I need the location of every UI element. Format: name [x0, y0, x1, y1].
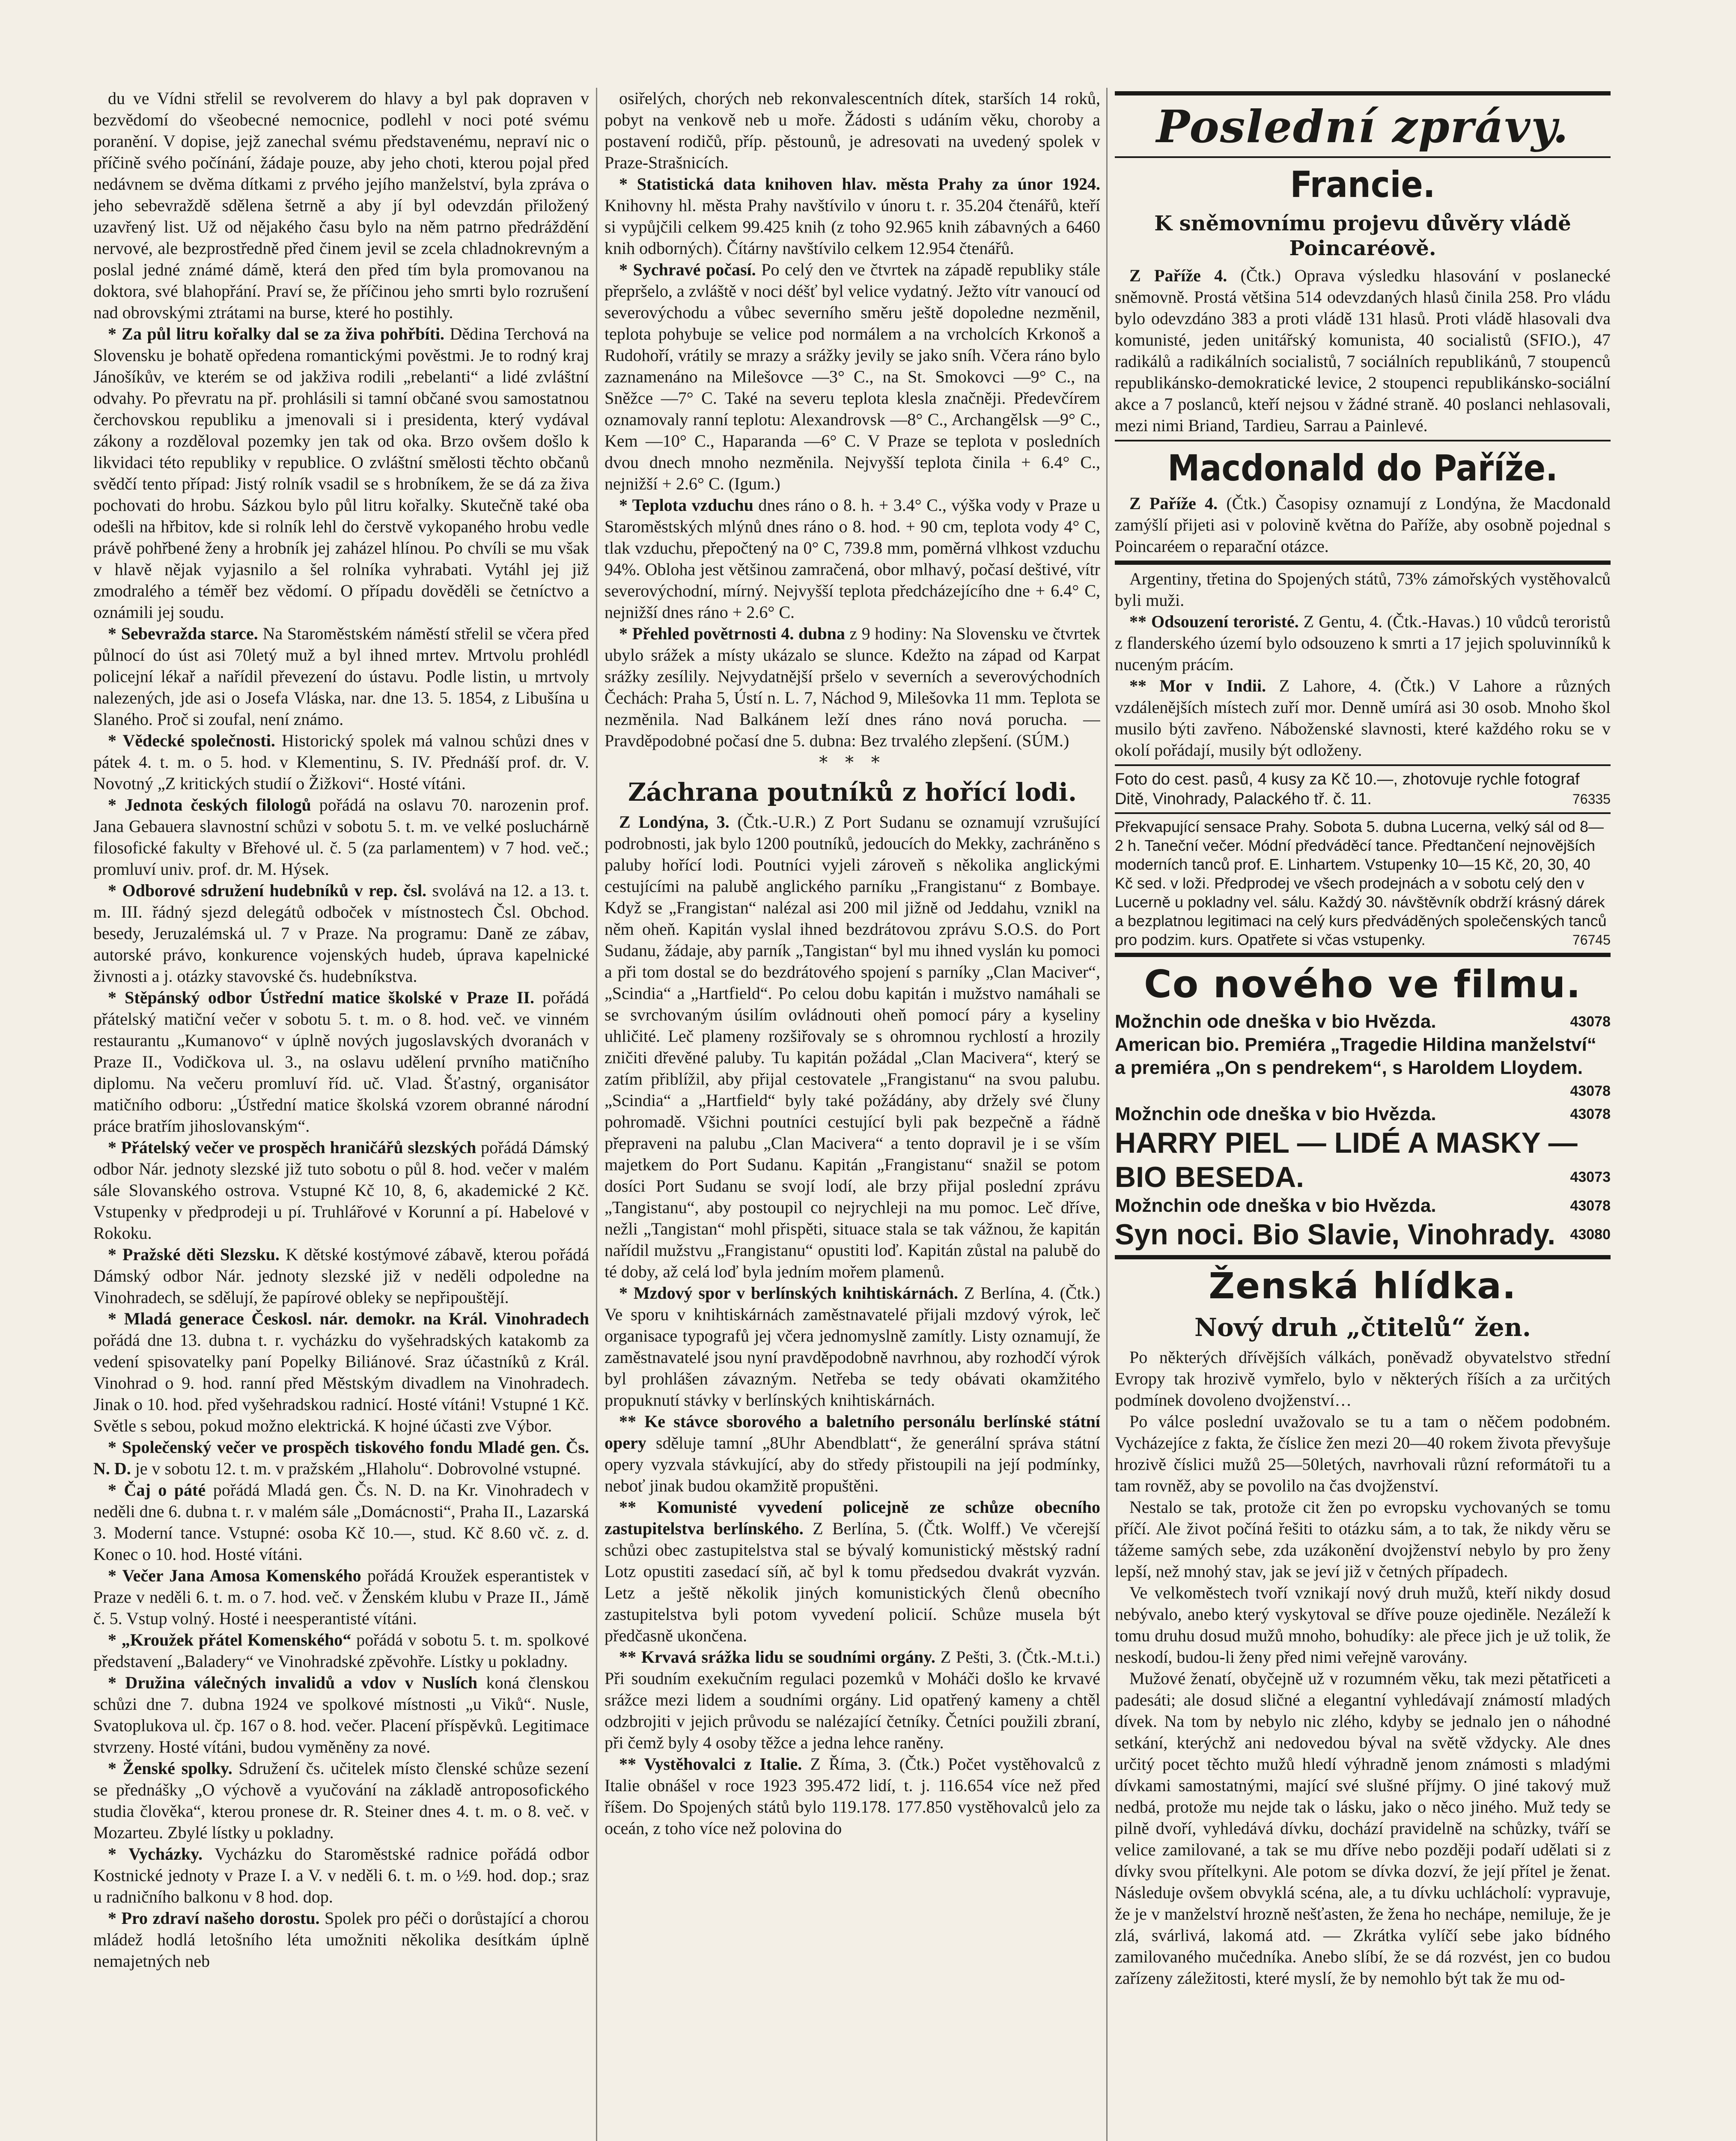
article-lead: ** Mor v Indii.	[1129, 676, 1266, 695]
column-3	[1115, 88, 1611, 2141]
article-lead: * Ženské spolky.	[108, 1759, 232, 1778]
article-text: z 9 hodiny: Na Slovensku ve čtvrtek ubylo srážek a místy ukázalo se slunce. Kdežto na západ od Karpat srážky zesílily. Nejvydatnější pršelo v severních a severovýchodních Čechách: Praha 5, Ústí n. L. 7, Náchod 9, Milešovka 11 mm. Teplota se nezměnila. Nad Balkánem leží dnes ráno nová porucha. — Pravděpodobné počasí dne 5. dubna: Bez trvalého zlepšení. (SÚM.)	[604, 624, 1100, 750]
article-text: Na Staroměstském náměstí střelil se včera před půlnocí do úst asi 70letý muž a byl ihned mrtev. Mrtvolu prohlédl policejní lékař a nařídil převezení do ústavu. Podle listin, u mrtvoly nalezených, jde asi o Josefa Vláska, nar. dne 13. 5. 1854, z Libušína u Slaného. Proč si zoufal, není známo.	[93, 624, 589, 729]
film-listing-item	[1115, 1010, 1611, 1033]
article-paragraph: Mužové ženatí, obyčejně už v rozumném věku, tak mezi pětatřiceti a padesáti; ale dosud sličné a elegantní vyhledávají známostí mladých dívek. Na tom by nebylo nic zlého, kdyby se jednalo jen o náhodné setkání, kterýchž ani nedovedou býval na světě vždycky. Ale dnes určitý pocet těchto mužů hledí výhradně jenom známosti s mladými dívkami samostatnými, mající své slušné příjmy. O jiné takový muž nedbá, protože mu nejde tak o lásku, jako o něco jiného. Muž tedy se pilně dvoří, vyhledává dívku, dochází pravidelně na schůzky, tváří se velice zamilované, a tak se mu dříve nebo později podaří udělati si z dívky svou přítelkyni. Ale potom se dívka dozví, že její přítel je ženat. Následuje ovšem obvyklá scéna, ale, a tu dívku uchlácholí: vypravuje, že je v manželství hrozně nešťasten, že žena ho nechápe, nemiluje, že je zlá, svárlivá, lakomá atd. — Zkrátka vylíčí sebe jako bídného zamilovaného mučedníka. Anebo slíbí, že se dá rozvést, jen co budou zařízeny záležitosti, které myslí, že by nemohlo být tak že mu od-	[1115, 1669, 1611, 1988]
rule	[1115, 91, 1611, 95]
article-paragraph	[93, 623, 589, 730]
article-paragraph	[1115, 568, 1611, 611]
article-text: osiřelých, chorých neb rekonvalescentních dítek, starších 14 roků, pobyt na venkově neb u moře. Žádosti s udáním věku, choroby a postavení rodičů, příp. pěstounů, je adresovati na uvedený spolek v Praze-Strašnicích.	[604, 89, 1100, 172]
article-paragraph	[1115, 493, 1611, 557]
article-lead: * Jednota českých filologů	[108, 795, 311, 814]
article-text: Z Lahore, 4. (Čtk.) V Lahore a různých vzdálenějších místech zuří mor. Denně umírá asi 30 osob. Mnoho škol musilo býti zavřeno. Náboženské slavnosti, které každého roku se v okolí pořádají, musily být odloženy.	[1115, 676, 1611, 760]
article-paragraph	[604, 1753, 1100, 1839]
article-paragraph	[604, 88, 1100, 173]
article-text: Z Pešti, 3. (Čtk.-M.t.i.) Při soudním exekučním regulaci pozemků v Moháči došlo ke krvavé srážce mezi lidem a soudními orgány. Lid opatřený kameny a chtěl odzbrojiti v jejich průvodu se nalézající četníky. Četníci použili zbraní, při čemž byly 4 osoby těžce a jedna lehce raněny.	[604, 1647, 1100, 1752]
article-paragraph	[93, 880, 589, 987]
article-text: Z Berlína, 5. (Čtk. Wolff.) Ve včerejší schůzi obec zastupitelstva stal se bývalý komunistický městský radní Lotz opustiti zasedací síň, ač byl k tomu předsedou dvakrát vyzván. Letz a ještě několik jiných komunistických členů obecního zastupitelstva byli potom vyvedení policií. Schůze musela být předčasně ukončena.	[604, 1519, 1100, 1645]
film-listings	[1115, 1010, 1611, 1252]
article-text: dnes ráno o 8. h. + 3.4° C., výška vody v Praze u Staroměstských mlýnů dnes ráno o 8. hod. + 90 cm, teplota vody 4° C, tlak vzduchu, přepočtený na 0° C, 739.8 mm, poměrná vlhkost vzduchu 94%. Obloha jest většinou zamračená, obor mlhavý, počasí deštivé, vítr severovýchodní, mírný. Nejvyšší teplota předcházejícího dne + 6.4° C, nejnižší dnes ráno + 2.6° C.	[604, 495, 1100, 622]
article-paragraph	[93, 1672, 589, 1758]
film-listing-item	[1115, 1033, 1611, 1103]
article-paragraph	[604, 259, 1100, 495]
article-lead: * Přehled povětrnosti 4. dubna	[619, 624, 845, 643]
article-lead: ** Komunisté vyvedení policejně ze schůze obecního zastupitelstva berlínského.	[604, 1497, 1100, 1538]
article-text: Vycházku do Staroměstské radnice pořádá odbor Kostnické jednoty v Praze I. a V. v neděli 6. t. m. o ½9. hod. dop.; sraz u radničního balkonu v 8 hod. dop.	[93, 1844, 589, 1906]
film-listing-item	[1115, 1194, 1611, 1217]
film-listing-code: 43073	[1570, 1169, 1611, 1185]
article-paragraph	[93, 794, 589, 880]
article-text: pořádá Mladá gen. Čs. N. D. na Kr. Vinohradech v neděli dne 6. dubna t. r. v malém sále „Domácnosti“, Praha II., Lazarská 3. Moderní tance. Vstupné: osoba Kč 10.—, stud. Kč 8.60 vč. z. d. Konec o 10. hod. Hosté vítáni.	[93, 1480, 589, 1564]
film-listing-code: 43078	[1570, 1014, 1611, 1030]
article-text: pořádá na oslavu 70. narozenin prof. Jana Gebauera slavnostní schůzi v sobotu 5. t. m. ve velké posluchárně filosofické fakulty v Břehové ul. č. 5 (za parlamentem) v 7 hod. več.; promluví univ. prof. dr. M. Hýsek.	[93, 795, 589, 879]
article-text: koná členskou schůzi dne 7. dubna 1924 ve spolkové místnosti „u Viků“. Nusle, Svatoplukova ul. čp. 167 o 8. hod. večer. Placení příspěvků. Legitimace stvrzeny. Hosté vítáni, budou vyměněny za nové.	[93, 1673, 589, 1756]
rule	[1115, 561, 1611, 565]
article-paragraph	[93, 987, 589, 1137]
article-text: Dědina Terchová na Slovensku je bohatě opředena romantickými pověstmi. Je to rodný kraj Jánošíkův, ve kterém se od jakživa rodili „rebelanti“ a lidé zvláštní odvahy. Po převratu na př. prohlásili si tamní občané svou samostatnou čerchovskou republiku a jmenovali si i presidenta, který vydával zákony a rozděloval pozemky jen tak od oka. Brzo ovšem došlo k likvidaci této republiky v republice. O zvláštní smělosti těchto občanů svědčí tento případ: Jistý rolník vsadil se s hrobníkem, že se dá za živa pochovati do hrobu. Sázkou bylo půl litru kořalky. Skutečně také oba odešli na hřbitov, kde si rolník lehl do čerstvě vykopaného hrobu vedle právě pohřbené ženy a hrobník jej zaházel hlínou. Po chvíli se mu však v hlavě nějak vyjasnilo a šel rolníka vyhrabati. Vytáhl jej již zmodralého a téměř bez vědomí. O případu dověděli se četníctvo a oznámili jej soudu.	[93, 324, 589, 622]
film-listing-text: HARRY PIEL — LIDÉ A MASKY — BIO BESEDA.	[1115, 1127, 1578, 1193]
article-paragraph	[604, 495, 1100, 623]
article-paragraph: Po válce poslední uvažovalo se tu a tam o něčem podobném. Vycházejíce z fakta, že číslice žen mezi 20—40 rokem života převyšuje hrozivě číslici mužů 25—50letých, navrhovali různí reformátoři tu a tam rovněž, aby se povolilo na čas dvojženství.	[1115, 1412, 1611, 1495]
masthead-posledni-zpravy: Poslední zprávy.	[1156, 100, 1569, 153]
film-listing-text: Možnchin ode dneška v bio Hvězda.	[1115, 1103, 1436, 1124]
article-lead: * Vycházky.	[108, 1844, 203, 1864]
article-text: (Čtk.) Oprava výsledku hlasování v poslanecké sněmovně. Prostá většina 514 odevzdaných hlasů činila 258. Pro vládu bylo odevzdáno 383 a proti vládě 131 hlasů. Proti vládě hlasovali dva komunisté, jeden unitářský komunista, 40 socialistů (SFIO.), 47 radikálů a radikálních socialistů, 7 sociálních republikánů, 7 stoupenců republikánsko-demokratické levice, 2 stoupenci republikánsko-sociální akce a 7 poslanců, kteří nejsou v žádné straně. 40 poslanci nehlasovali, mezi nimi Briand, Tardieu, Sarrau a Painlevé.	[1115, 266, 1611, 435]
article-paragraph	[93, 1479, 589, 1565]
article-paragraph	[93, 1244, 589, 1308]
article-paragraph	[604, 1411, 1100, 1497]
ad-text: Překvapující sensace Prahy. Sobota 5. dubna Lucerna, velký sál od 8—2 h. Taneční večer. Módní předváděcí tance. Předtančení nejnovějších moderních tanců prof. E. Linhartem. Vstupenky 10—15 Kč, 20, 30, 40 Kč sed. v loži. Předprodej ve všech prodejnách a v sobotu celý den v Lucerně u pokladny vel. sálu. Každý 30. návštěvník obdrží krásný dárek a bezplatnou legitimaci na celý kurs předváděných společenských tanců pro podzim. kurs. Opatřete si včas vstupenky.	[1115, 818, 1607, 948]
women-section-headline: Ženská hlídka.	[1209, 1265, 1517, 1307]
article-text: Z Říma, 3. (Čtk.) Počet vystěhovalců z Italie obnášel v roce 1923 395.472 lidí, t. j. 116.654 více než před říšem. Do Spojených států bylo 119.178. 177.850 vystěhovalců jelo za oceán, z toho více než polovina do	[604, 1754, 1100, 1838]
film-listing-code: 43078	[1570, 1198, 1611, 1214]
article-headline: Záchrana poutníků z hořící lodi.	[628, 778, 1077, 807]
article-paragraph	[1115, 675, 1611, 761]
rule	[1115, 953, 1611, 957]
rule	[1115, 156, 1611, 158]
article-paragraph	[93, 1137, 589, 1244]
article-lead: * Stěpánský odbor Ústřední matice školské v Praze II.	[108, 988, 534, 1007]
section-headline: Macdonald do Paříže.	[1167, 447, 1558, 489]
film-listing-code: 43078	[1570, 1083, 1611, 1099]
film-section-headline: Co nového ve filmu.	[1144, 962, 1581, 1006]
article-lead: ** Odsouzení teroristé.	[1129, 612, 1299, 631]
column-divider	[1106, 88, 1108, 2141]
film-listing-text: American bio. Premiéra „Tragedie Hildina manželství“ a premiéra „On s pendrekem“, s Haroldem Lloydem.	[1115, 1034, 1596, 1078]
article-text: pořádá dne 13. dubna t. r. vycházku do vyšehradských katakomb za vedení spisovatelky paní Popelky Biliánové. Sraz účastníků z Král. Vinohrad o 9. hod. ranní před Městským divadlem na Vinohradech. Jinak o 10. hod. před vyšehradskou radnicí. Hosté vítáni! Vstupné 1 Kč. Světle s sebou, pokud možno elektrická. K hojné účasti zve Výbor.	[93, 1330, 589, 1435]
article-paragraph	[93, 1437, 589, 1479]
article-lead: * Společenský večer ve prospěch tiskového fondu Mladé gen. Čs. N. D.	[93, 1437, 589, 1478]
article-text: Spolek pro péči o dorůstající a chorou mládež hodlá letošního léta umožniti několika desítkám úplně nemajetných neb	[93, 1908, 589, 1971]
article-lead: * Pražské děti Slezsku.	[108, 1245, 280, 1264]
article-lead: Z Londýna, 3.	[619, 812, 730, 832]
article-text: pořádá Dámský odbor Nár. jednoty slezské již tuto sobotu o půl 8. hod. večer v malém sále Slovanského ostrova. Vstupné Kč 10, 8, 6, akademické 2 Kč. Vstupenky v předprodeji u pí. Truhlářové v Korunní a pí. Habelové v Rokoku.	[93, 1138, 589, 1243]
article-continued	[1115, 568, 1611, 761]
article-paragraph	[93, 730, 589, 794]
separator-stars: * * *	[819, 753, 886, 772]
film-listing-code: 43078	[1570, 1106, 1611, 1122]
article-text: (Čtk.-U.R.) Z Port Sudanu se oznamují vzrušující podrobnosti, jak bylo 1200 poutníků, jedoucích do Mekky, zachráněno s paluby hořící lodi. Poutníci vyjeli zároveň s několika anglickými cestujícími na palubě anglického parníku „Frangistanu“ z Bombaye. Když se „Frangistan“ nalézal asi 200 mil jižně od Jeddahu, vznikl na něm oheň. Kapitán vyslal ihned bezdrátovou zprávu S.O.S. do Port Sudanu, žádaje, aby parník „Tangistan“ byl mu ihned vyslán ku pomoci a při tom dostal se do bezdrátového spojení s parníky „Clan Maciver“, „Scindia“ a „Hartfield“. Po celou dobu kapitán i mužstvo namáhali se se svrchovaným úsilím ovládnouti oheň pomocí páry a kyseliny uhličité. Leč plameny rozšiřovaly se s ohromnou rychlostí a hrozily zničiti dřevěné paluby. Tu kapitán požádal „Clan Macivera“, který se zatím přiblížil, aby přijal cestovatele „Frangistanu“ na svou palubu. „Scindia“ a „Hartfield“ byly také požádány, aby držely své čluny pohromadě. Všichni poutníci cestující byli pak bezpečně a řádně přepraveni na palubu „Clan Macivera“ a tento dopravil je i se vším majetkem do Port Sudanu. Kapitán „Frangistanu“ snažil se potom dosíci Port Sudanu se svojí lodí, ale brzy přijal poslední zprávu „Tangistanu“, aby postoupil co nejrychleji na mu pomoc. Leč dříve, nežli „Tangistan“ mohl přispěti, situace stala se tak vážnou, že kapitán nařídil mužstvu „Frangistanu“ opustiti loď. Kapitán zůstal na palubě do té doby, až celá loď byla jedním mořem plamenů.	[604, 812, 1100, 1281]
article-lead: * Čaj o páté	[108, 1480, 206, 1500]
column-divider	[596, 88, 597, 2141]
article-paragraph: Ve velkoměstech tvoří vznikají nový druh mužů, kteří nikdy dosud nebývalo, anebo který vyskytoval se dříve pouze ojediněle. Nezáleží k tomu druhu dosud mužů mnoho, bohudíky: ale přece jich je už tolik, že neskodí, budou-li ženy před nimi veřejně varovány.	[1115, 1583, 1611, 1667]
article-lead: Z Paříže 4.	[1129, 494, 1218, 513]
article-text: sděluje tamní „8Uhr Abendblatt“, že generální správa státní opery vyzvala stávkující, aby do středy přistoupili na její podmínky, neboť jinak budou okamžitě propuštěni.	[604, 1433, 1100, 1495]
article-text: (Čtk.) Časopisy oznamují z Londýna, že Macdonald zamýšlí přijeti asi v polovině května do Paříže, aby osobně pojednal s Poincaréem o reparační otázce.	[1115, 494, 1611, 556]
article-lead: * „Kroužek přátel Komenského“	[108, 1630, 351, 1649]
section-subheadline: K sněmovnímu projevu důvěry vládě Poincaréově.	[1154, 212, 1571, 260]
article-paragraph	[604, 1646, 1100, 1753]
article-lead: * Statistická data knihoven hlav. města Prahy za únor 1924.	[619, 174, 1100, 194]
article-paragraph	[604, 1282, 1100, 1411]
article-lead: * Přátelský večer ve prospěch hraničářů slezských	[108, 1138, 476, 1157]
article-lead: * Odborové sdružení hudebníků v rep. čsl.	[108, 881, 427, 900]
article-lead: * Teplota vzduchu	[619, 495, 754, 515]
ad-ref: 76335	[1572, 791, 1611, 807]
article-text: svolává na 12. a 13. t. m. III. řádný sjezd delegátů odboček v místnostech Čsl. Obchod. besedy, Jeruzalémská ul. 7 v Praze. Na programu: Daně ze zábav, autorské právo, konkurence vojenských hudeb, úprava kapelnické živnosti a j. otázky stavovské čs. hudebníkstva.	[93, 881, 589, 986]
article-text: Argentiny, třetina do Spojených států, 73% zámořských vystěhovalců byli muži.	[1115, 569, 1611, 610]
article-paragraph	[1115, 265, 1611, 436]
article-text: Z Gentu, 4. (Čtk.-Havas.) 10 vůdců teroristů z flanderského území bylo odsouzeno k smrti a 17 jejich spoluvinníků k nuceným prácím.	[1115, 612, 1611, 674]
article-paragraph	[604, 1497, 1100, 1646]
rule	[1115, 440, 1611, 441]
ad-text: Foto do cest. pasů, 4 kusy za Kč 10.—, zhotovuje rychle fotograf Ditě, Vinohrady, Palackého tř. č. 11.	[1115, 770, 1580, 808]
article-paragraph	[93, 1565, 589, 1629]
film-listing-code: 43080	[1570, 1226, 1611, 1243]
article-text: pořádá přátelský matiční večer v sobotu 5. t. m. o 8. hod. več. ve vinném restaurantu „Kumanovo“ v úplně nových jugoslavských dvoranách v Praze II., Vodičkova ul. 3., na oslavu udělení prvního matičního diplomu. Na večeru promluví říd. uč. Vlad. Šťastný, organisátor matičního odboru: „Ústřední matice školská vzorem obranné národní práce bratřím jihoslovanským“.	[93, 988, 589, 1136]
article-lead: * Večer Jana Amosa Komenského	[108, 1566, 361, 1585]
film-listing-item	[1115, 1103, 1611, 1126]
article-lead: * Pro zdraví našeho dorostu.	[108, 1908, 320, 1928]
film-listing-item	[1115, 1126, 1611, 1194]
article-paragraph	[604, 811, 1100, 1282]
article-lead: * Mzdový spor v berlínských knihtiskárnách.	[619, 1283, 958, 1303]
article-lead: * Za půl litru kořalky dal se za živa pohřbíti.	[108, 324, 445, 343]
article-lead: ** Vystěhovalci z Italie.	[619, 1754, 802, 1774]
article-paragraph	[93, 1908, 589, 1972]
article-paragraph	[93, 1843, 589, 1908]
film-listing-text: Syn noci. Bio Slavie, Vinohrady.	[1115, 1218, 1556, 1251]
article-text: Po celý den ve čtvrtek na západě republiky stále přepršelo, a zvláště v noci déšť byl velice vydatný. Ježto vítr vanoucí od severovýchodu a vůbec severního směru ještě dopoledne nezměnil, teplota pohybuje se velice pod normálem a na vrcholcích Krkonoš a Rudohoří, vrátily se mrazy a srážky jevily se jako sníh. Včera ráno bylo zaznamenáno na Milešovce —3° C., na St. Smokovci —9° C., na Sněžce —7° C. Také na severu teplota klesla značněji. Předevčírem oznamovaly ranní teplotu: Alexandrovsk —8° C., Archangělsk —9° C., Kem —10° C., Haparanda —6° C. V Praze se teplota v posledních dvou dnech mnoho nezměnila. Nejvyšší teplota činila + 6.4° C., nejnižší + 2.6° C. (Igum.)	[604, 260, 1100, 493]
article-text: pořádá v sobotu 5. t. m. spolkové představení „Baladery“ ve Vinohradské zpěvohře. Lístky u pokladny.	[93, 1630, 589, 1671]
article-zenska-hlidka	[1115, 1347, 1611, 1989]
article-text: je v sobotu 12. t. m. v pražském „Hlaholu“. Dobrovolné vstupné.	[135, 1459, 581, 1478]
article-lead: ** Ke stávce sborového a baletního personálu berlínské státní opery	[604, 1412, 1100, 1452]
article-paragraph	[93, 1308, 589, 1437]
advertisement-foto	[1115, 769, 1611, 809]
advertisement-lucerna	[1115, 817, 1611, 949]
article-paragraph	[93, 88, 589, 323]
article-text: Historický spolek má valnou schůzi dnes v pátek 4. t. m. o 5. hod. v Klementinu, S. IV. Přednáší prof. dr. V. Novotný „Z kritických studií o Žižkovi“. Hosté vítáni.	[93, 731, 589, 793]
article-paragraph: Po některých dřívějších válkách, poněvadž obyvatelstvo střední Evropy tak hrozivě vymřelo, bylo v některých říších a za určitých podmínek dovoleno dvojženství…	[1115, 1348, 1611, 1410]
column-1	[93, 88, 589, 2141]
article-lead: Z Paříže 4.	[1129, 266, 1227, 285]
rule	[1115, 812, 1611, 814]
film-listing-text: Možnchin ode dneška v bio Hvězda.	[1115, 1011, 1436, 1032]
article-paragraph	[604, 173, 1100, 259]
article-lead: ** Krvavá srážka lidu se soudními orgány.	[619, 1647, 935, 1667]
film-listing-text: Možnchin ode dneška v bio Hvězda.	[1115, 1195, 1436, 1216]
article-lead: * Vědecké společnosti.	[108, 731, 275, 750]
article-lead: * Sebevražda starce.	[108, 624, 258, 643]
article-text: du ve Vídni střelil se revolverem do hlavy a byl pak dopraven v bezvědomí do všeobecné nemocnice, podlehl v noci poté svému poranění. V dopise, jejž zanechal svému představenému, nepraví nic o příčině svého počínání, žádaje pouze, aby jeho choti, kterou pojal před nedávnem se dvěma dítkami z prvého jejího manželství, byla zpráva o jeho sebevraždě sdělena šetrně a aby jí byl odevzdán přiložený uzavřený list. Už od nějakého času bylo na něm patrno předráždění nervové, ale bezprostředně před činem jevil se zcela chladnokrevným a poslal jedné známé dámě, která den před tím byla promovanou na doktora, své blahopřání. Praví se, že příčinou jeho smrti bylo rozrušení nad obrovskými ztrátami na burse, které ho postihly.	[93, 89, 589, 322]
article-paragraph	[93, 1758, 589, 1843]
article-paragraph: Nestalo se tak, protože cit žen po evropsku vychovaných se tomu příčí. Ale život počíná řešiti to otázku sám, a to tak, že nikdy věru se tážeme samých sebe, zda uzákonění dvojženství nebylo by pro ženy lepší, než mnohý stav, jak se jeví již v četných případech.	[1115, 1497, 1611, 1581]
rule	[1115, 1255, 1611, 1259]
article-paragraph	[604, 623, 1100, 751]
rule	[1115, 764, 1611, 766]
article-lead: * Sychravé počasí.	[619, 260, 756, 279]
article-text: Knihovny hl. města Prahy navštívilo v únoru t. r. 35.204 čtenářů, kteří si vypůjčili celkem 99.425 knih (z toho 92.965 knih zábavných a 6460 knih odborných). Čítárny navštívilo celkem 12.954 čtenářů.	[604, 196, 1100, 258]
ad-ref: 76745	[1572, 932, 1611, 948]
article-francie	[1115, 265, 1611, 436]
article-paragraph	[93, 1629, 589, 1672]
film-listing-item	[1115, 1217, 1611, 1252]
column-2	[604, 88, 1100, 2141]
article-text: pořádá Kroužek esperantistek v Praze v neděli 6. t. m. o 7. hod. več. v Ženském klubu v Praze II., Jámě č. 5. Vstup volný. Hosté i neesperantisté vítáni.	[93, 1566, 589, 1628]
article-text: K dětské kostýmové zábavě, kterou pořádá Dámský odbor Nár. jednoty slezské již v neděli odpoledne na Vinohradech, se sdělují, že papírové obleky se nepřipouštějí.	[93, 1245, 589, 1307]
article-paragraph	[1115, 611, 1611, 675]
women-section-subheadline: Nový druh „čtitelů“ žen.	[1194, 1313, 1531, 1342]
article-text: Z Berlína, 4. (Čtk.) Ve sporu v knihtiskárnách zaměstnavatelé přijali mzdový výrok, leč organisace typografů jej včera jednomyslně zamítly. Listy oznamují, že zaměstnavatelé jsou nyní pravděpodobně navrhnou, aby rozhodčí výrok byl prohlášen závazným. Netřeba se tedy obávati okamžitého propuknutí stávky v berlínských knihtiskárnách.	[604, 1283, 1100, 1410]
article-lead: * Mladá generace Českosl. nár. demokr. na Král. Vinohradech	[108, 1309, 589, 1328]
section-headline: Francie.	[1290, 164, 1435, 206]
article-macdonald	[1115, 493, 1611, 557]
article-text: Sdružení čs. učitelek místo členské schůze sezení se přednášky „O výchově a vyučování na základě antroposofického studia člověka“, kterou pronese dr. R. Steiner dnes 4. t. m. o 8. več. v Mozarteu. Zbylé lístky u pokladny.	[93, 1759, 589, 1842]
article-paragraph	[93, 323, 589, 623]
article-lead: * Družina válečných invalidů a vdov v Nuslích	[108, 1673, 478, 1692]
